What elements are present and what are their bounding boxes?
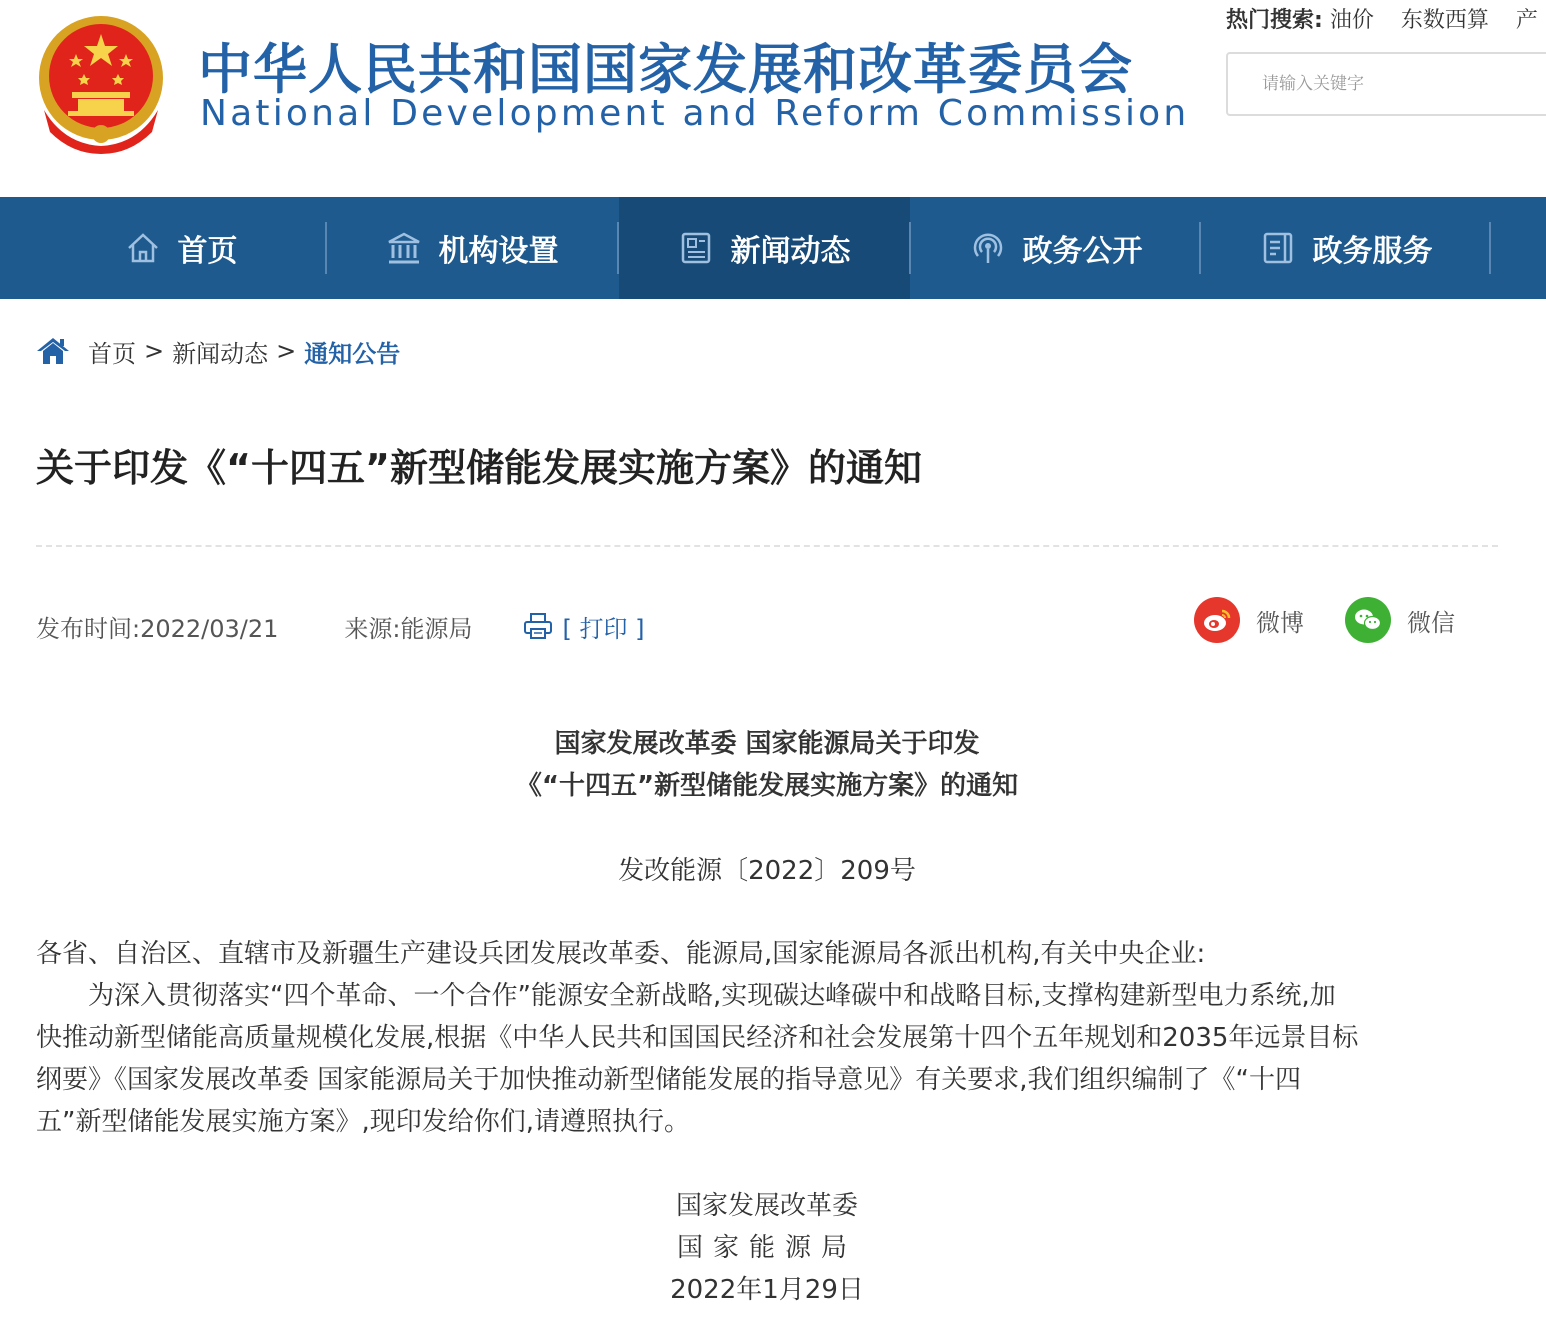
- recipients-line: 各省、自治区、直辖市及新疆生产建设兵团发展改革委、能源局,国家能源局各派出机构,有关中央企业:: [36, 939, 1206, 969]
- wechat-icon: [1345, 597, 1391, 643]
- broadcast-icon: [971, 231, 1005, 265]
- nav-label: 首页: [177, 234, 238, 269]
- breadcrumb-separator: >: [144, 337, 165, 365]
- nav-label: 机构设置: [438, 234, 559, 269]
- body-line: 快推动新型储能高质量规模化发展,根据《中华人民共和国国民经济和社会发展第十四个五年规划和2035年远景目标: [36, 1023, 1359, 1053]
- hot-search-label: 热门搜索:: [1226, 8, 1323, 33]
- nav-divider: [1489, 222, 1491, 274]
- hot-search: [1226, 4, 1546, 38]
- breadcrumb-current[interactable]: 通知公告: [304, 339, 401, 368]
- nav-item-institutions[interactable]: [327, 197, 618, 299]
- body-line: 纲要》《国家发展改革委 国家能源局关于加快推动新型储能发展的指导意见》有关要求,我们组织编制了《“十四: [36, 1065, 1302, 1095]
- breadcrumb: [36, 330, 400, 372]
- nav-label: 政务公开: [1022, 234, 1143, 269]
- nav-item-home[interactable]: [36, 197, 327, 299]
- site-title-chinese[interactable]: 中华人民共和国国家发展和改革委员会: [198, 38, 1133, 101]
- document-heading-line-1: 国家发展改革委 国家能源局关于印发: [554, 729, 980, 759]
- share-wechat-label: 微信: [1407, 608, 1455, 637]
- nav-label: 政务服务: [1312, 234, 1433, 269]
- signature-ndrc: 国家发展改革委: [675, 1191, 858, 1221]
- share-wechat-button[interactable]: [1345, 596, 1455, 644]
- breadcrumb-news[interactable]: 新闻动态: [172, 339, 269, 368]
- weibo-icon: [1194, 597, 1240, 643]
- site-title-english[interactable]: National Development and Reform Commission: [200, 93, 1190, 134]
- title-divider: [36, 545, 1498, 547]
- home-icon[interactable]: [36, 336, 70, 366]
- institution-building-icon: [387, 231, 421, 265]
- print-button[interactable]: [523, 609, 645, 644]
- breadcrumb-home[interactable]: 首页: [88, 339, 136, 368]
- site-header: [0, 0, 1546, 197]
- main-nav: [0, 197, 1546, 299]
- breadcrumb-separator: >: [276, 337, 297, 365]
- print-label: [ 打印 ]: [562, 614, 645, 643]
- signature-nea: 国家能源局: [676, 1233, 857, 1263]
- service-document-icon: [1261, 231, 1295, 265]
- nav-item-government-services[interactable]: [1201, 197, 1492, 299]
- national-emblem-icon[interactable]: [34, 14, 168, 154]
- article-source: 来源:能源局: [344, 614, 473, 643]
- hot-search-item[interactable]: 油价: [1329, 8, 1374, 33]
- hot-search-item[interactable]: 东数西算: [1400, 8, 1489, 33]
- home-outline-icon: [126, 231, 160, 265]
- document-heading-line-2: 《“十四五”新型储能发展实施方案》的通知: [515, 771, 1019, 801]
- search-input[interactable]: [1226, 52, 1546, 116]
- body-line: 为深入贯彻落实“四个革命、一个合作”能源安全新战略,实现碳达峰碳中和战略目标,支撑构建新型电力系统,加: [36, 981, 1336, 1011]
- nav-label: 新闻动态: [730, 234, 851, 269]
- nav-item-government-affairs[interactable]: [911, 197, 1202, 299]
- body-line: 五”新型储能发展实施方案》,现印发给你们,请遵照执行。: [36, 1107, 690, 1137]
- share-weibo-label: 微博: [1256, 608, 1304, 637]
- signature-date: 2022年1月29日: [670, 1275, 864, 1305]
- nav-item-news[interactable]: [619, 197, 910, 299]
- article-title: 关于印发《“十四五”新型储能发展实施方案》的通知: [36, 446, 922, 490]
- news-icon: [679, 231, 713, 265]
- document-number: 发改能源〔2022〕209号: [618, 856, 916, 886]
- article-meta: [36, 606, 645, 646]
- share-weibo-button[interactable]: [1194, 596, 1304, 644]
- publish-time: 发布时间:2022/03/21: [36, 614, 279, 643]
- printer-icon: [523, 612, 553, 640]
- hot-search-item[interactable]: 产: [1515, 8, 1538, 33]
